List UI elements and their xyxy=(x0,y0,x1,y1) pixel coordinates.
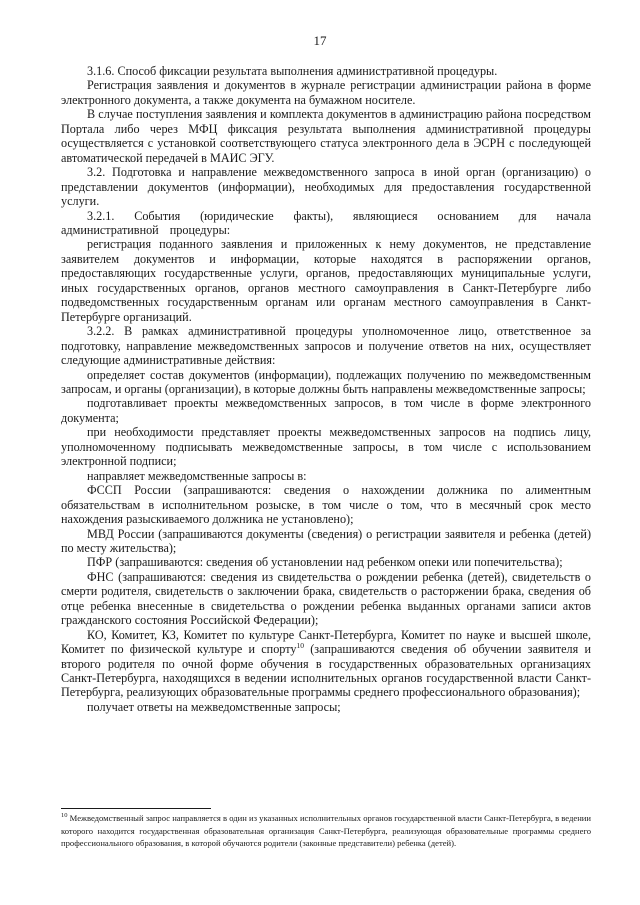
paragraph-3-1-6-heading: 3.1.6. Способ фиксации результата выполнения административной процедуры. xyxy=(87,64,498,78)
paragraph-portal-mfc: В случае поступления заявления и комплекта документов в администрацию района посредством Портала либо через МФЦ фиксация результата выполнения административной процедуры осуществляется с установкой соответствующего статуса электронного дела в ЭСРН с последующей автоматической передачей в МАИС ЭГУ. xyxy=(61,107,591,165)
paragraph-pfr: ПФР (запрашиваются: сведения об установлении над ребенком опеки или попечительства); xyxy=(87,555,563,570)
paragraph-ko-committees xyxy=(61,628,591,700)
paragraph-ko-text-start: КО, Комитет, КЗ, Комитет по культуре Санкт-Петербурга, Комитет по науке и высшей школе, Комитет по физической культуре и спорту xyxy=(61,627,591,657)
paragraph-ko-text-end: (запрашиваются сведения об обучении заявителя и второго родителя по очной форме обучения в государственных образовательных организациях Санкт-Петербурга, находящихся в ведении исполнительных органов государственной власти Санкт-Петербурга, реализующих образовательные программы среднего профессионального образования); xyxy=(61,642,591,700)
paragraph-sends-to: направляет межведомственные запросы в: xyxy=(87,468,307,483)
footnote-reference: 10 xyxy=(296,641,304,651)
footnote-separator xyxy=(61,808,211,809)
footnote-mark: 10 xyxy=(61,812,68,820)
paragraph-registration-basis: регистрация поданного заявления и приложенных к нему документов, не представление заявителем документов и информации, которые находятся в распоряжении органов, предоставляющих государственные услуги, органов, предоставляющих муниципальные услуги, иных государственных органов, органов местного самоуправления в Санкт-Петербурге либо подведомственных государственным органам или органам местного самоуправления в Санкт-Петербурге организаций. xyxy=(61,237,591,324)
paragraph-3-2-heading: 3.2. Подготовка и направление межведомственного запроса в иной орган (организацию) о представлении документов (информации), необходимых для предоставления государственной услуги. xyxy=(61,165,591,209)
paragraph-fssp: ФССП России (запрашиваются: сведения о нахождении должника по алиментным обязательствам в исполнительном розыске, в том числе о том, что в месячный срок место нахождения разыскиваемого должника не установлено); xyxy=(61,483,591,527)
paragraph-prepares: подготавливает проекты межведомственных запросов, в том числе в форме электронного документа; xyxy=(61,396,591,425)
paragraph-signature: при необходимости представляет проекты межведомственных запросов на подпись лицу, уполномоченному подписывать межведомственные запросы, в том числе с использованием электронной подписи; xyxy=(61,425,591,469)
footnote xyxy=(61,812,591,850)
page-number: 17 xyxy=(313,33,327,48)
document-body xyxy=(61,64,591,714)
paragraph-fns: ФНС (запрашиваются: сведения из свидетельства о рождении ребенка (детей), свидетельств о смерти родителя, свидетельств о заключении брака, свидетельств о расторжении брака, сведения об отце ребенка внесенные в свидетельства о рождении ребенка выданных органами записи актов гражданского состояния Российской Федерации); xyxy=(61,569,591,628)
paragraph-registration: Регистрация заявления и документов в журнале регистрации администрации района в форме электронного документа, а также документа на бумажном носителе. xyxy=(61,78,591,107)
paragraph-mvd: МВД России (запрашиваются документы (сведения) о регистрации заявителя и ребенка (детей) по месту жительства); xyxy=(61,526,591,555)
paragraph-3-2-1-events: 3.2.1. События (юридические факты), являющиеся основанием для начала административной процедуры: xyxy=(61,208,591,237)
paragraph-receives-answers: получает ответы на межведомственные запросы; xyxy=(87,699,341,714)
footnote-text: Межведомственный запрос направляется в один из указанных исполнительных органов государственной власти Санкт-Петербурга, в ведении которого находится государственная образовательная организация Санкт-Петербурга, реализующая образовательные программы среднего профессионального образования, в которой обучаются родители (законные представители) ребенка (детей). xyxy=(61,813,591,848)
paragraph-3-2-2: 3.2.2. В рамках административной процедуры уполномоченное лицо, ответственное за подготовку, направление межведомственных запросов и получение ответов на них, осуществляет следующие административные действия: xyxy=(61,324,591,368)
paragraph-determines: определяет состав документов (информации), подлежащих получению по межведомственным запросам, и органы (организации), в которые должны быть направлены межведомственные запросы; xyxy=(61,367,591,396)
